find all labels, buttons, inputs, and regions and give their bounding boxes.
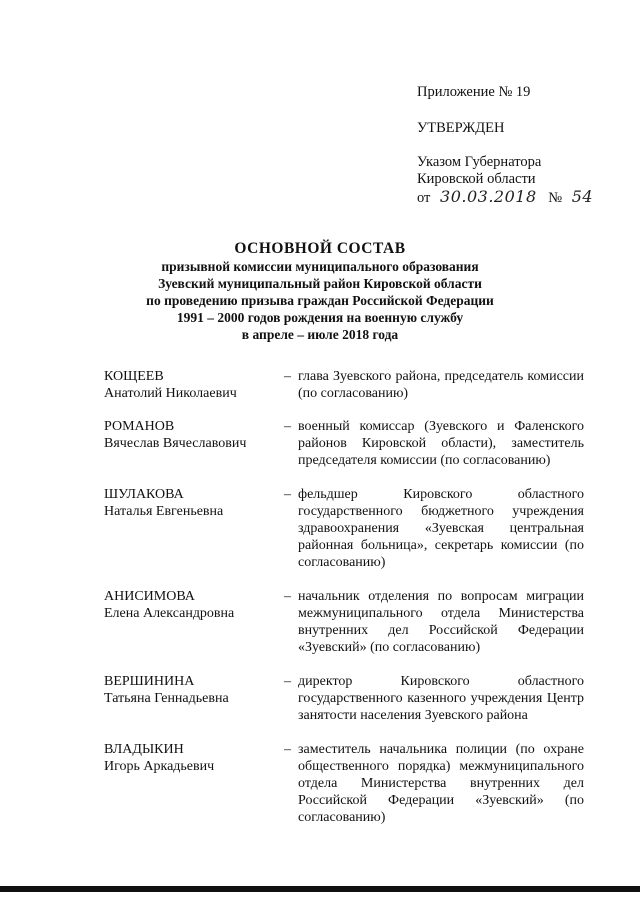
member-name <box>104 418 284 469</box>
decree-reference <box>417 154 593 207</box>
member-role: начальник отделения по вопросам миграции межмуниципального отдела Министерства внутренних дел Российской Федерации «Зуевский» (по согласованию) <box>298 589 584 655</box>
decree-line-1: Указом Губернатора <box>417 154 542 170</box>
member-name <box>104 741 284 826</box>
approved-label: УТВЕРЖДЕН <box>417 120 505 136</box>
member-given-name: Наталья Евгеньевна <box>104 504 224 519</box>
member-entry <box>104 588 584 656</box>
title-line: призывной комиссии муниципального образования <box>161 259 479 274</box>
member-name <box>104 368 284 402</box>
member-role: фельдшер Кировского областного государственного бюджетного учреждения здравоохранения «Зуевская центральная районная больница», секретарь комиссии (по согласованию) <box>298 487 584 570</box>
member-given-name: Елена Александровна <box>104 606 235 621</box>
title-main: ОСНОВНОЙ СОСТАВ <box>234 240 406 257</box>
member-role: военный комиссар (Зуевского и Фаленского районов Кировской области), заместитель председателя комиссии (по согласованию) <box>298 419 584 468</box>
member-dash: – <box>284 674 291 689</box>
member-entry <box>104 741 584 826</box>
member-role: заместитель начальника полиции (по охране общественного порядка) межмуниципального отдела Министерства внутренних дел Российской Федерации «Зуевский» (по согласованию) <box>298 742 584 825</box>
appendix-number: Приложение № 19 <box>417 84 531 100</box>
scan-edge-bar <box>0 886 640 892</box>
member-given-name: Татьяна Геннадьевна <box>104 691 229 706</box>
document-title <box>60 240 580 343</box>
member-dash: – <box>284 369 291 384</box>
handwritten-number: 54 <box>571 187 594 206</box>
decree-line-2: Кировской области <box>417 171 536 187</box>
member-dash: – <box>284 419 291 434</box>
member-role: глава Зуевского района, председатель комиссии (по согласованию) <box>298 369 584 401</box>
member-given-name: Игорь Аркадьевич <box>104 759 215 774</box>
approval-header <box>417 84 617 206</box>
date-prefix: от <box>417 190 431 206</box>
member-dash: – <box>284 487 291 502</box>
member-surname: ВЛАДЫКИН <box>104 742 184 757</box>
member-surname: КОЩЕЕВ <box>104 369 164 384</box>
member-entry <box>104 486 584 571</box>
member-surname: ВЕРШИНИНА <box>104 674 195 689</box>
member-entry <box>104 368 584 402</box>
commission-members-list <box>104 368 584 826</box>
member-entry <box>104 673 584 724</box>
title-line: Зуевский муниципальный район Кировской области <box>158 276 482 291</box>
member-entry <box>104 418 584 469</box>
number-prefix: № <box>548 190 563 206</box>
member-given-name: Вячеслав Вячеславович <box>104 436 247 451</box>
member-name <box>104 673 284 724</box>
title-line: 1991 – 2000 годов рождения на военную службу <box>176 310 464 325</box>
member-surname: АНИСИМОВА <box>104 589 195 604</box>
member-surname: РОМАНОВ <box>104 419 175 434</box>
member-dash: – <box>284 742 291 757</box>
member-surname: ШУЛАКОВА <box>104 487 184 502</box>
handwritten-date: 30.03.2018 <box>440 187 537 206</box>
title-line: по проведению призыва граждан Российской Федерации <box>146 293 494 308</box>
member-dash: – <box>284 589 291 604</box>
member-given-name: Анатолий Николаевич <box>104 386 237 401</box>
member-name <box>104 486 284 571</box>
member-role: директор Кировского областного государственного казенного учреждения Центр занятости населения Зуевского района <box>298 674 584 723</box>
decree-date-line <box>417 188 593 207</box>
member-name <box>104 588 284 656</box>
title-line: в апреле – июле 2018 года <box>241 327 399 342</box>
